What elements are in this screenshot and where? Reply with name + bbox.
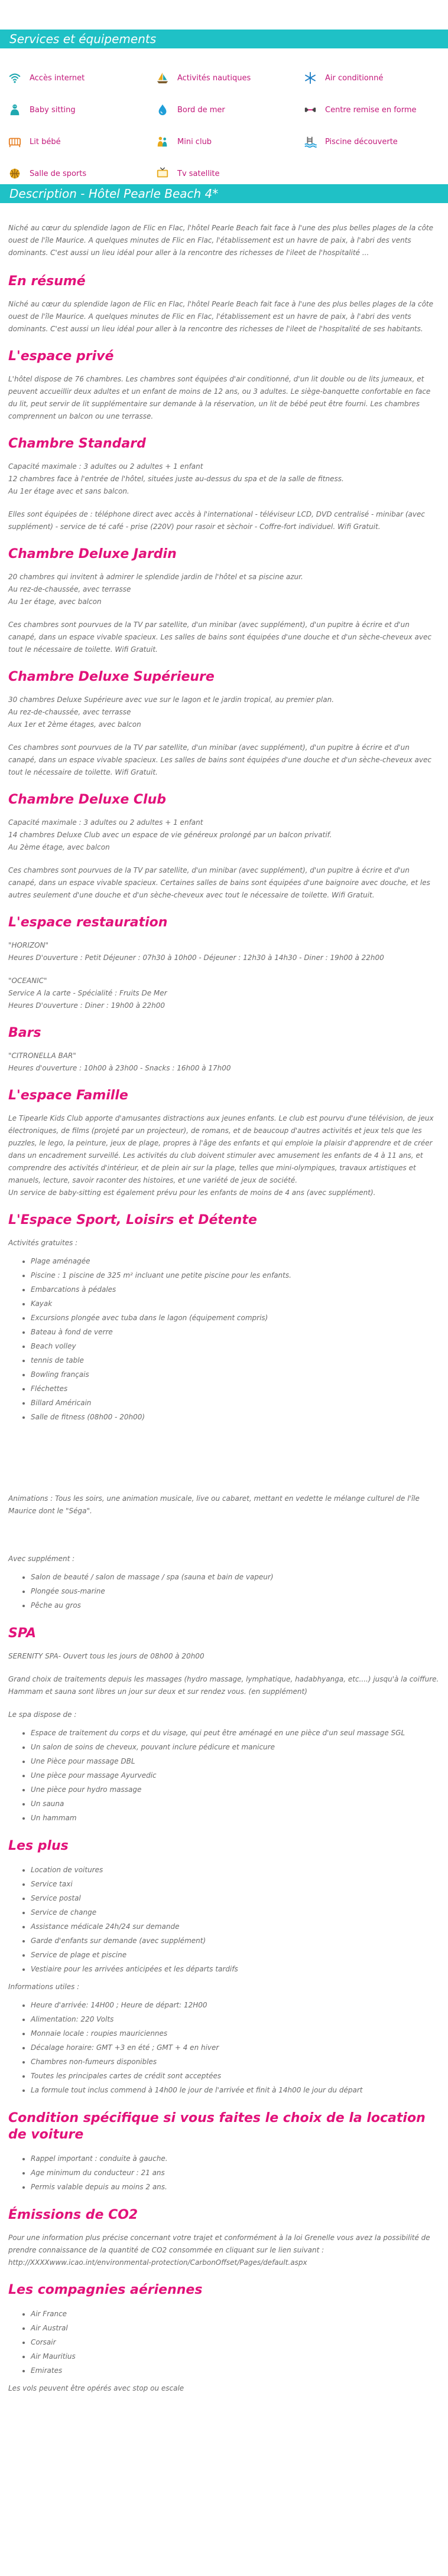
description-content — [0, 222, 448, 2395]
section-block — [8, 508, 440, 533]
service-label: Centre remise en forme — [325, 105, 417, 115]
list-item: • Age minimum du conducteur : 21 ans — [31, 2166, 440, 2180]
sport-supplement-list — [8, 1570, 440, 1612]
plus-heading: Les plus — [8, 1839, 69, 1853]
list-item: • Kayak — [31, 1297, 440, 1311]
section-text: Heures D'ouverture : Petit Déjeuner : 07h30 à 10h00 - Déjeuner : 12h30 à 14h30 - Diner : 19h00 à 22h00 — [8, 954, 384, 962]
list-item: • Un salon de soins de cheveux, pouvant inclure pédicure et manicure — [31, 1740, 440, 1754]
list-item: • La formule tout inclus commend à 14h00 le jour de l'arrivée et finit à 14h00 le jour du départ — [31, 2083, 440, 2097]
sport-animations: Animations : Tous les soirs, une animation musicale, live ou cabaret, mettant en vedette le mélange culturel de l'île Maurice dont le "Séga". — [8, 1494, 420, 1515]
service-label: Tv satellite — [177, 169, 220, 178]
description-banner: Description - Hôtel Pearle Beach 4* — [0, 184, 448, 203]
section-block — [8, 817, 440, 854]
tv-icon — [156, 167, 169, 180]
list-item: • Piscine : 1 piscine de 325 m² incluant une petite piscine pour les enfants. — [31, 1268, 440, 1282]
list-item: • Air Austral — [31, 2321, 440, 2335]
service-label: Lit bébé — [30, 137, 61, 146]
list-item: • Billard Américain — [31, 1396, 440, 1410]
section-heading: Chambre Standard — [8, 436, 146, 451]
spa-dispose-label: Le spa dispose de : — [8, 1710, 77, 1719]
crib-icon — [8, 135, 21, 148]
list-item: • Fléchettes — [31, 1382, 440, 1396]
section-text: 12 chambres face à l'entrée de l'hôtel, situées juste au-dessus du spa et de la salle de fitness. — [8, 475, 344, 483]
list-item: • Toutes les principales cartes de crédit sont acceptées — [31, 2069, 440, 2083]
section-text: Capacité maximale : 3 adultes ou 2 adultes + 1 enfant — [8, 462, 203, 471]
list-item: • Beach volley — [31, 1339, 440, 1353]
baby-icon — [8, 103, 21, 116]
description-intro: Niché au cœur du splendide lagon de Flic en Flac, l'hôtel Pearle Beach fait face à l'une des plus belles plages de la côte ouest de l'île Maurice. A quelques minutes de Flic en Flac, l'établissement est un havre de paix, à l'abri des vents dominants. C'est aussi un lieu idéal pour aller à la rencontre des richesses de l'ileet de l'hospitalité ... — [8, 224, 434, 257]
location-heading: Condition spécifique si vous faites le choix de la location de voiture — [8, 2111, 426, 2142]
list-item: • Service postal — [31, 1891, 440, 1905]
spa-hours: SERENITY SPA- Ouvert tous les jours de 08h00 à 20h00 — [8, 1652, 204, 1660]
service-label: Accès internet — [30, 73, 85, 83]
section-text: 14 chambres Deluxe Club avec un espace de vie généreux prolongé par un balcon privatif. — [8, 831, 332, 839]
section-text: Au 2ème étage, avec balcon — [8, 843, 110, 851]
sections-container — [8, 273, 440, 1199]
sport-heading: L'Espace Sport, Loisirs et Détente — [8, 1213, 257, 1227]
airlines-items-list — [8, 2307, 440, 2378]
list-item: • Décalage horaire: GMT +3 en été ; GMT + 4 en hiver — [31, 2040, 440, 2055]
section-block — [8, 694, 440, 731]
section-text: Heures D'ouverture : Diner : 19h00 à 22h00 — [8, 1001, 165, 1010]
section-text: Elles sont équipées de : téléphone direct avec accès à l'international - téléviseur LCD, DVD centralisé - minibar (avec supplément) - service de té café - prise (220V) pour rasoir et sèchoir - Coffre-fort individuel. Wifi Gratuit. — [8, 510, 425, 531]
list-item: • Rappel important : conduite à gauche. — [31, 2151, 440, 2166]
services-grid — [0, 48, 448, 184]
section-block — [8, 939, 440, 964]
list-item: • Un hammam — [31, 1811, 440, 1825]
co2-heading: Émissions de CO2 — [8, 2208, 138, 2222]
section-text: "CITRONELLA BAR" — [8, 1052, 76, 1060]
section-heading: Chambre Deluxe Jardin — [8, 547, 177, 561]
list-item: • Garde d'enfants sur demande (avec supplément) — [31, 1934, 440, 1948]
list-item: • Bateau à fond de verre — [31, 1325, 440, 1339]
plus-info-label: Informations utiles : — [8, 1983, 80, 1991]
service-item — [156, 99, 304, 120]
spa-items-list — [8, 1726, 440, 1825]
service-item — [8, 67, 156, 89]
list-item: • Assistance médicale 24h/24 sur demande — [31, 1919, 440, 1934]
section-text: Au 1er étage avec et sans balcon. — [8, 487, 129, 495]
ball-icon — [8, 167, 21, 180]
list-item: • Un sauna — [31, 1797, 440, 1811]
section-heading: L'espace restauration — [8, 915, 168, 930]
list-item: • Air Mauritius — [31, 2349, 440, 2363]
services-banner: Services et équipements — [0, 30, 448, 48]
list-item: • Vestiaire pour les arrivées anticipées et les départs tardifs — [31, 1962, 440, 1976]
list-item: • Une pièce pour massage Ayurvedic — [31, 1768, 440, 1782]
section-text: Le Tipearle Kids Club apporte d'amusantes distractions aux jeunes enfants. Le club est pourvu d'une télévision, de jeux électroniques, de films (projeté par un projecteur), de romans, et de beaucoup d'autres activités et jeux tels que les puzzles, le lego, la peinture, jeux de plage, propres à l'âge des enfants et qui emploie la plaisir d'apprendre et de créer dans un encadrement surveillé. Les activités du club doivent stimuler avec amusement les enfants de 4 à 11 ans, et comprendre des activités d'intérieur, et de plein air sur la plage, telles que mini-olympiques, travaux artistiques et manuels, lecture, savoir raconter des histoires, et une variété de jeux de société. — [8, 1114, 434, 1184]
airlines-note: Les vols peuvent être opérés avec stop ou escale — [8, 2384, 184, 2392]
service-item — [304, 131, 448, 152]
pool-icon — [304, 135, 317, 148]
section-block — [8, 619, 440, 656]
section-block — [8, 864, 440, 902]
wifi-icon — [8, 71, 21, 84]
service-item — [8, 131, 156, 152]
list-item: • Air France — [31, 2307, 440, 2321]
co2-link[interactable]: http://XXXXwww.icao.int/environmental-protection/CarbonOffset/Pages/default.aspx — [8, 2258, 307, 2267]
service-label: Activités nautiques — [177, 73, 251, 83]
section-text: Niché au cœur du splendide lagon de Flic en Flac, l'hôtel Pearle Beach fait face à l'une des plus belles plages de la côte ouest de l'île Maurice. A quelques minutes de Flic en Flac, l'établissement est un havre de paix, à l'abri des vents dominants. C'est aussi un lieu idéal pour aller à la rencontre des richesses de l'ileet de l'hospitalité de ses habitants. — [8, 300, 434, 333]
list-item: • Monnaie locale : roupies mauriciennes — [31, 2026, 440, 2040]
section-text: Ces chambres sont pourvues de la TV par satellite, d'un minibar (avec supplément), d'un pupitre à écrire et d'un canapé, dans un espace vivable spacieux. Certaines salles de bains sont équipées d'une baignoire avec douche, et les autres seulement d'une douche et d'un sèche-cheveux avec tout le nécessaire de toilette. Wifi Gratuit. — [8, 866, 430, 899]
section-block — [8, 571, 440, 608]
section-text: Au rez-de-chaussée, avec terrasse — [8, 708, 131, 716]
section-heading: L'espace privé — [8, 349, 114, 364]
list-item: • Une pièce pour hydro massage — [31, 1782, 440, 1797]
list-item: • Service de change — [31, 1905, 440, 1919]
snowflake-icon — [304, 71, 317, 84]
service-label: Air conditionné — [325, 73, 384, 83]
section-block — [8, 742, 440, 779]
service-item — [8, 99, 156, 120]
list-item: • Chambres non-fumeurs disponibles — [31, 2055, 440, 2069]
section-text: Ces chambres sont pourvues de la TV par satellite, d'un minibar (avec supplément), d'un pupitre à écrire et d'un canapé, dans un espace vivable spacieux. Les salles de bains sont équipées d'une douche et d'un sèche-cheveux avec tout le nécessaire de toilette. Wifi Gratuit. — [8, 743, 431, 776]
section-text: Au rez-de-chaussée, avec terrasse — [8, 585, 131, 593]
list-item: • Alimentation: 220 Volts — [31, 2012, 440, 2026]
list-item: • Emirates — [31, 2363, 440, 2378]
list-item: • Plage aménagée — [31, 1254, 440, 1268]
section-text: Ces chambres sont pourvues de la TV par satellite, d'un minibar (avec supplément), d'un pupitre à écrire et d'un canapé, dans un espace vivable spacieux. Les salles de bains sont équipées d'une douche et d'un sèche-cheveux avec tout le nécessaire de toilette. Wifi Gratuit. — [8, 621, 431, 654]
list-item: • Permis valable depuis au moins 2 ans. — [31, 2180, 440, 2194]
sport-supplement-label: Avec supplément : — [8, 1555, 75, 1563]
list-item: • Service de plage et piscine — [31, 1948, 440, 1962]
plus-items-list — [8, 1863, 440, 1976]
list-item: • Corsair — [31, 2335, 440, 2349]
section-heading: Bars — [8, 1026, 41, 1040]
service-label: Mini club — [177, 137, 212, 146]
service-item — [156, 131, 304, 152]
service-item — [304, 67, 448, 89]
section-text: Service A la carte - Spécialité : Fruits De Mer — [8, 989, 167, 997]
service-item — [156, 67, 304, 89]
sailboat-icon — [156, 71, 169, 84]
list-item: • Location de voitures — [31, 1863, 440, 1877]
list-item: • Espace de traitement du corps et du visage, qui peut être aménagé en une pièce d'un seul massage SGL — [31, 1726, 440, 1740]
service-item — [8, 163, 156, 184]
section-heading: L'espace Famille — [8, 1088, 128, 1103]
airlines-heading: Les compagnies aériennes — [8, 2283, 203, 2297]
hotel-page — [0, 30, 448, 2407]
list-item: • tennis de table — [31, 1353, 440, 1367]
section-block — [8, 461, 440, 498]
list-item: • Pêche au gros — [31, 1598, 440, 1612]
section-text: "HORIZON" — [8, 941, 49, 949]
list-item: • Plongée sous-marine — [31, 1584, 440, 1598]
section-text: Heures d'ouverture : 10h00 à 23h00 - Snacks : 16h00 à 17h00 — [8, 1064, 231, 1072]
section-heading: En résumé — [8, 274, 86, 289]
section-text: Au 1er étage, avec balcon — [8, 598, 102, 606]
section-text: Aux 1er et 2ème étages, avec balcon — [8, 720, 141, 729]
list-item: • Excursions plongée avec tuba dans le lagon (équipement compris) — [31, 1311, 440, 1325]
kids-icon — [156, 135, 169, 148]
section-heading: Chambre Deluxe Club — [8, 792, 167, 807]
spa-heading: SPA — [8, 1626, 36, 1641]
service-item — [156, 163, 304, 184]
service-item — [304, 99, 448, 120]
list-item: • Salon de beauté / salon de massage / spa (sauna et bain de vapeur) — [31, 1570, 440, 1584]
list-item: • Service taxi — [31, 1877, 440, 1891]
section-block — [8, 975, 440, 1012]
section-text: Un service de baby-sitting est également prévu pour les enfants de moins de 4 ans (avec supplément). — [8, 1189, 376, 1197]
list-item: • Bowling français — [31, 1367, 440, 1382]
list-item: • Embarcations à pédales — [31, 1282, 440, 1297]
service-label: Piscine découverte — [325, 137, 398, 146]
section-text: "OCEANIC" — [8, 977, 47, 985]
plus-info-list — [8, 1998, 440, 2097]
section-block — [8, 1112, 440, 1199]
section-block — [8, 1050, 440, 1075]
co2-text: Pour une information plus précise concernant votre trajet et conformément à la loi Grenelle vous avez la possibilité de prendre connaissance de la quantité de CO2 consommée en cliquant sur le lien suivant : — [8, 2234, 430, 2254]
list-item: • Salle de fitness (08h00 - 20h00) — [31, 1410, 440, 1424]
section-text: 30 chambres Deluxe Supérieure avec vue sur le lagon et le jardin tropical, au premier plan. — [8, 696, 335, 704]
section-heading: Chambre Deluxe Supérieure — [8, 670, 215, 684]
service-label: Baby sitting — [30, 105, 76, 115]
section-text: L'hôtel dispose de 76 chambres. Les chambres sont équipées d'air conditionné, d'un lit double ou de lits jumeaux, et peuvent accueillir deux adultes et un enfant de moins de 12 ans, ou 3 adultes. Le siège-banquette confortable en face du lit, peut servir de lit supplémentaire sur demande à la réservation, un lit de bébé peut être fourni. Les chambres comprennent un balcon ou une terrasse. — [8, 375, 431, 420]
sport-activities-list — [8, 1254, 440, 1424]
list-item: • Heure d'arrivée: 14H00 ; Heure de départ: 12H00 — [31, 1998, 440, 2012]
sport-activities-label: Activités gratuites : — [8, 1239, 78, 1247]
section-block — [8, 298, 440, 335]
spa-description: Grand choix de traitements depuis les massages (hydro massage, lymphatique, hadabhyanga, etc....) jusqu'à la coiffure. Hammam et sauna sont libres un jour sur deux et sur rendez vous. (en supplément) — [8, 1675, 439, 1696]
service-label: Bord de mer — [177, 105, 225, 115]
section-text: Capacité maximale : 3 adultes ou 2 adultes + 1 enfant — [8, 818, 203, 827]
water-drop-icon — [156, 103, 169, 116]
list-item: • Une Pièce pour massage DBL — [31, 1754, 440, 1768]
section-block — [8, 373, 440, 423]
section-text: 20 chambres qui invitent à admirer le splendide jardin de l'hôtel et sa piscine azur. — [8, 573, 303, 581]
service-label: Salle de sports — [30, 169, 87, 178]
location-items-list — [8, 2151, 440, 2194]
dumbbell-icon — [304, 103, 317, 116]
